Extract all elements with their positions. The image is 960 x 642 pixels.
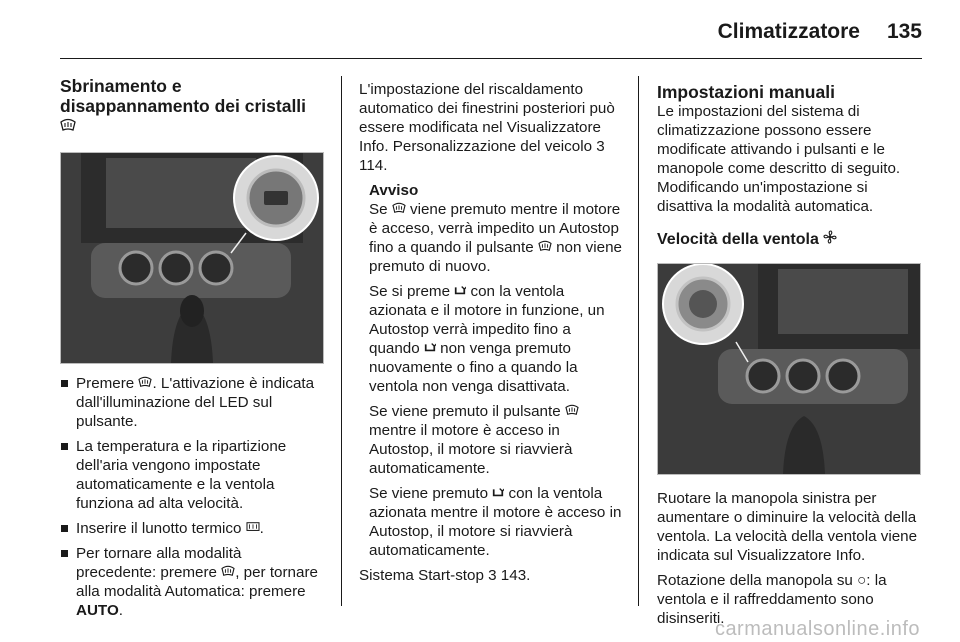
- fan-icon: [823, 230, 837, 249]
- header-divider: [60, 58, 922, 59]
- page-reference: 3 114.: [359, 138, 605, 174]
- note-text: non viene premuto di nuovo.: [369, 239, 622, 275]
- subsection-heading: [657, 230, 922, 249]
- intro-paragraph: Le impostazioni del sistema di climatizzazione possono essere modificate attivando i pulsanti e le manopole come descritto di seguito. Modificando un'impostazione si disattiva la modalità automatica.: [657, 103, 901, 215]
- climate-control-photo: [60, 152, 324, 364]
- fan-speed-paragraph: Ruotare la manopola sinistra per aumentare o diminuire la velocità della ventola. La velocità della ventola viene indicata sul Visualizzatore Info.: [657, 490, 918, 564]
- column-3: [657, 82, 922, 628]
- note-text: viene premuto mentre il motore è acceso, verrà impedito un Autostop fino a quando il pulsante: [369, 201, 621, 256]
- list-item-text: Inserire il lunotto termico: [76, 520, 246, 537]
- column-divider-1: [341, 76, 342, 606]
- recirculation-icon: [424, 339, 436, 358]
- note-paragraph: [369, 402, 624, 478]
- fan-off-paragraph: Rotazione della manopola su ○: la ventola e il raffreddamento sono disinseriti.: [657, 572, 887, 627]
- instruction-list: [60, 374, 325, 620]
- note-title: Avviso: [369, 182, 419, 199]
- note-text: Se viene premuto il pulsante: [369, 403, 565, 420]
- list-item-text: .: [118, 602, 123, 619]
- page-number: 135: [886, 20, 922, 43]
- subsection-heading-text: Velocità della ventola: [657, 231, 819, 248]
- windscreen-defrost-icon: [565, 402, 579, 421]
- windscreen-defrost-icon: [60, 116, 76, 136]
- list-item: [60, 544, 325, 620]
- note-text: con la ventola azionata e il motore in funzione, un Autostop verrà impedito fino a quando: [369, 283, 605, 357]
- list-item: [60, 437, 325, 513]
- note-text: Se si preme: [369, 283, 455, 300]
- list-item: [60, 374, 325, 431]
- intro-text: L'impostazione del riscaldamento automatico dei finestrini posteriori può essere modificata nel Visualizzatore Info. Personalizzazione del veicolo: [359, 81, 615, 155]
- intro-paragraph: [359, 80, 624, 175]
- watermark: carmanualsonline.info: [714, 618, 920, 640]
- note-paragraph: [369, 200, 624, 276]
- windscreen-defrost-icon: [392, 200, 406, 219]
- column-1: [60, 76, 325, 620]
- section-heading-text: Sbrinamento e disappannamento dei cristalli: [60, 76, 307, 116]
- list-item-text: La temperatura e la ripartizione dell'aria vengono impostate automaticamente e la ventola funziona ad alta velocità.: [76, 438, 287, 512]
- recirculation-icon: [492, 484, 504, 503]
- list-item-text: . L'attivazione è indicata dall'illuminazione del LED sul pulsante.: [76, 375, 315, 430]
- fan-control-photo: [657, 263, 921, 475]
- note-text: Se: [369, 201, 392, 218]
- list-item-text: .: [259, 520, 264, 537]
- column-2: [359, 80, 624, 585]
- note-paragraph: [369, 484, 624, 560]
- start-stop-reference: Sistema Start-stop 3 143.: [359, 567, 531, 584]
- windscreen-defrost-icon: [221, 563, 235, 582]
- section-heading: [60, 76, 325, 136]
- page-title: Climatizzatore: [717, 20, 860, 43]
- list-item-text: Premere: [76, 375, 139, 392]
- windscreen-defrost-icon: [138, 374, 152, 393]
- recirculation-icon: [454, 282, 466, 301]
- note-text: Se viene premuto: [369, 485, 493, 502]
- note-text: con la ventola azionata mentre il motore è acceso in Autostop, il motore si riavvierà automaticamente.: [369, 485, 622, 559]
- list-item-text: Per tornare alla modalità precedente: premere: [76, 545, 242, 581]
- list-item: [60, 519, 325, 538]
- note-text: mentre il motore è acceso in Autostop, il motore si riavvierà automaticamente.: [369, 422, 573, 477]
- note-box: [369, 181, 624, 560]
- column-divider-2: [638, 76, 639, 606]
- rear-window-heat-icon: [246, 519, 260, 538]
- windscreen-defrost-icon: [538, 238, 552, 257]
- note-text: non venga premuto nuovamente o fino a quando la ventola non venga disattivata.: [369, 340, 578, 395]
- note-paragraph: [369, 282, 624, 396]
- section-heading: Impostazioni manuali: [657, 82, 835, 102]
- list-item-text: , per tornare alla modalità Automatica: premere: [76, 564, 318, 600]
- auto-label: AUTO: [76, 602, 119, 619]
